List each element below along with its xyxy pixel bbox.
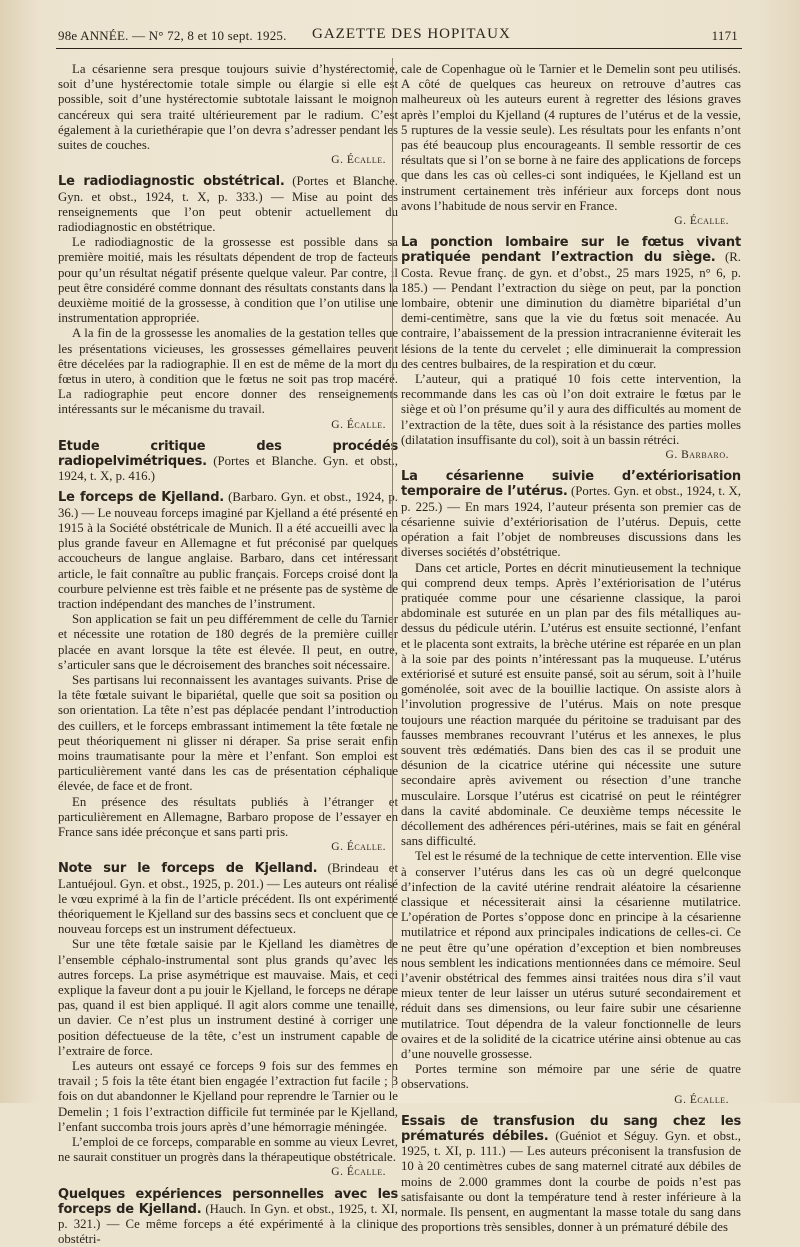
intro-article bbox=[58, 62, 398, 168]
article-forceps-kjelland bbox=[58, 490, 398, 855]
article-title: Essais de transfusion du sang chez les prématurés débiles. bbox=[401, 1113, 741, 1145]
article-signature: G. Écalle. bbox=[674, 1093, 729, 1106]
continuation-article bbox=[401, 62, 741, 229]
article-paragraph: Ses partisans lui reconnaissent les avantages suivants. Prise de la tête fœtale suivant le bipariétal, quelle que soit sa position ou son orientation. La tête n’est pas déplacée pendant l’introduction des cuillers, et le forceps embrassant intimement la tête fœtale ne peut théoriquement ni glisser ni déraper. Sa prise serait enfin moins traumatisante pour la mère et l’enfant. Son emploi est particulièrement vanté dans les cas de présentation céphalique élevée, de face et de front. bbox=[58, 672, 398, 794]
page-header bbox=[58, 24, 738, 46]
article-cesarienne-exteriorisation bbox=[401, 469, 741, 1108]
article-paragraph: Tel est le résumé de la technique de cette intervention. Elle vise à conserver l’utérus dans les cas où un degré quelconque d’infection de la cavité utérine rendrait aléatoire la césarienne classique et nécessiterait ainsi la césarienne mutilatrice. L’opération de Portes s’oppose donc en principe à la césarienne mutilatrice et répond aux principales indications de celles-ci. Ce ne peut être qu’une opération d’exception et bien nombreuses nous semblent les indications mentionnées dans ce mémoire. Seul l’avenir obstétrical des femmes ainsi traitées nous dira s’il vaut mieux tenter de leur laisser un utérus suturé secondairement et réduit dans ses dimensions, ou leur faire subir une césarienne mutilatrice. Tout dépendra de la valeur fonctionnelle de leurs ovaires et de la solidité de la cicatrice utérine ainsi obtenue au cas d’une nouvelle grossesse. bbox=[401, 849, 741, 1061]
article-title: Quelques expériences personnelles avec les forceps de Kjelland. bbox=[58, 1186, 398, 1217]
article-paragraph: L’auteur, qui a pratiqué 10 fois cette intervention, la recommande dans les cas où l’on doit extraire le fœtus par le siège et où l’on présume qu’il y aura des difficultés au moment de l’extraction de la tête, dues soit à la résistance des parties molles (dilatation insuffisante du col), soit à un bassin rétréci. bbox=[401, 372, 741, 447]
article-radiopelvimetrie bbox=[58, 439, 398, 485]
continuation-signature: G. Écalle. bbox=[674, 215, 729, 228]
article-reference: (Portes. Gyn. et obst., 1924, t. X, p. 225.) — En mars 1924, l’auteur présenta son premier cas de césarienne suivie d’extériorisation de l’utérus. Depuis, cette opération a fait l’objet de nombreuses discussions dans les diverses sociétés d’obstétrique. bbox=[401, 484, 741, 560]
article-signature: G. Barbaro. bbox=[665, 449, 729, 462]
article-reference: (Guéniot et Séguy. Gyn. et obst., 1925, t. XI, p. 111.) — Les auteurs préconisent la transfusion de 10 à 20 centimètres cubes de sang maternel citraté aux débiles de moins de 2.000 grammes dont la courbe de poids n’est pas satisfaisante ou dont la température tend à rester inférieure à la normale. Ils pensent, en augmentant la masse totale du sang dans des proportions très sensibles, donner à un prématuré débile des bbox=[401, 1129, 741, 1235]
article-paragraph: Les auteurs ont essayé ce forceps 9 fois sur des femmes en travail ; 5 fois la tête étant bien engagée l’extraction fut facile ; 3 fois on dut abandonner le Kjelland pour reprendre le Tarnier ou le Demelin ; 1 fois l’extraction difficile fut terminée par le Kjelland, l’enfant succomba trois jours après d’une hémorragie méningée. bbox=[58, 1059, 398, 1134]
article-reference: (Barbaro. Gyn. et obst., 1924, p. 36.) — Le nouveau forceps imaginé par Kjelland a été présenté en 1915 à la Société obstétricale de Munich. Il a été accueilli avec la plus grande faveur en Allemagne et fut préconisé par quelques accoucheurs de langue anglaise. Barbaro, dans cet intéressant article, le fait connaître au public français. Forceps croisé dont la courbure pelvienne est très faible et ne présente pas de système de traction indépendant des manches de l’instrument. bbox=[58, 490, 399, 611]
intro-signature: G. Écalle. bbox=[331, 154, 386, 167]
right-column bbox=[401, 58, 741, 1235]
article-experiences-kjelland bbox=[58, 1187, 398, 1247]
article-paragraph: A la fin de la grossesse les anomalies de la gestation telles que les présentations vicieuses, les grossesses gémellaires peuvent être décelées par la radiographie. Il en est de même de la mort du fœtus in utero, à condition que le fœtus ne soit pas trop macéré. La radiographie peut encore donner des renseignements intéressants sur le mécanisme du travail. bbox=[58, 326, 398, 417]
article-title: Note sur le forceps de Kjelland. bbox=[58, 861, 318, 877]
article-reference: (R. Costa. Revue franç. de gyn. et d’obst., 25 mars 1925, n° 6, p. 185.) — Pendant l’extraction du siège on peut, par la ponction lombaire, obtenir une diminution du diamètre bipariétal d’un demi-centimètre, sans que la vie du fœtus soit menacée. Au contraire, l’abaissement de la pression intracranienne éviterait les lésions de la tente du cervelet ; elle diminuerait la compression des centres bulbaires, de la respiration et du cœur. bbox=[401, 250, 741, 371]
header-rule bbox=[56, 48, 742, 49]
article-paragraph: Le radiodiagnostic de la grossesse est possible dans sa première moitié, mais les résultats dépendent de trop de facteurs pour qu’un résultat négatif présente quelque valeur. Par contre, il peut être considéré comme donnant des résultats constants dans la deuxième moitié de la grossesse, à condition que l’on utilise une instrumentation appropriée. bbox=[58, 235, 398, 326]
article-paragraph: Portes termine son mémoire par une série de quatre observations. bbox=[401, 1062, 741, 1092]
article-title: Le radiodiagnostic obstétrical. bbox=[58, 174, 285, 190]
article-reference: (Portes et Blanche. Gyn. et obst., 1924, t. X, p. 333.) — Mise au point des renseignements que l’on peut obtenir actuellement du radiodiagnostic en obstétrique. bbox=[58, 174, 398, 235]
article-signature: G. Écalle. bbox=[331, 1166, 386, 1179]
article-signature: G. Écalle. bbox=[331, 841, 386, 854]
article-title: La ponction lombaire sur le fœtus vivant pratiquée pendant l’extraction du siège. bbox=[401, 235, 741, 266]
article-radiodiagnostic bbox=[58, 174, 398, 432]
issue-info: 98e ANNÉE. — N° 72, 8 et 10 sept. 1925. bbox=[58, 28, 287, 43]
article-paragraph: L’emploi de ce forceps, comparable en somme au vieux Levret, ne saurait constituer un progrès dans la thérapeutique obstétricale. bbox=[58, 1135, 398, 1165]
article-paragraph: En présence des résultats publiés à l’étranger et particulièrement en Allemagne, Barbaro propose de l’essayer en France sans idée préconçue et sans parti pris. bbox=[58, 794, 398, 839]
article-paragraph: Son application se fait un peu différemment de celle du Tarnier et nécessite une rotation de 180 degrés de la première cuiller placée en avant lorsque la tête est élevée. Il peut, en outre, s’articuler sans que le décroisement des branches soit nécessaire. bbox=[58, 612, 398, 672]
article-paragraph: Sur une tête fœtale saisie par le Kjelland les diamètres de l’ensemble céphalo-instrumental sont plus grands qu’avec les autres forceps. La prise asymétrique est mauvaise. Mais, et ceci explique la faveur dont a pu jouir le Kjelland, le forceps ne dérape pas, quand il est bien appliqué. Il agit alors comme une tenaille, un davier. Ce n’est plus un instrument destiné à corriger une position défectueuse de la tête, c’est un instrument capable de l’extraire de force. bbox=[58, 937, 398, 1058]
intro-paragraph: La césarienne sera presque toujours suivie d’hystérectomie, soit d’une hystérectomie totale simple ou élargie si elle est possible, soit d’une hystérectomie subtotale laissant le moignon cancéreux qui sera traité ultérieurement par le radium. C’est également à la curiethérapie que l’on devra s’adresser pendant les suites de couches. bbox=[58, 62, 398, 153]
journal-title: GAZETTE DES HOPITAUX bbox=[312, 26, 511, 42]
article-reference: (Portes et Blanche. Gyn. et obst., 1924, t. X, p. 416.) bbox=[58, 454, 398, 484]
article-paragraph: Dans cet article, Portes en décrit minutieusement la technique qui comprend deux temps. Après l’extériorisation de l’utérus pratiquée comme pour une césarienne classique, la paroi abdominale est suturée en un plan par des fils métalliques au-dessus du pédicule utérin. L’utérus est ensuite sectionné, l’enfant et le placenta sont extraits, la brèche utérine est réparée en un plan à la soie par des points n’intéressant pas la muqueuse. L’utérus extériorisé et suturé est ensuite pansé, soit au sérum, soit à l’huile goménolée, soit avec de la bouillie lactique. On assiste alors à l’involution progressive de l’utérus. Mais on note presque toujours une réaction marquée du péritoine se traduisant par des fausses membranes recouvrant l’utérus et les annexes, le plus souvent très œdématiés. Dans bien des cas il se produit une désunion de la cicatrice utérine qui nécessite une suture secondaire après avivement ou résection d’une tranche musculaire. Lorsque l’utérus est cicatrisé on peut le réintégrer dans la cavité abdominale. Ce deuxième temps nécessite le décollement des adhérences péri-utérines, mais se fait en général sans difficulté. bbox=[401, 560, 741, 849]
article-signature: G. Écalle. bbox=[331, 418, 386, 431]
article-reference: (Hauch. In Gyn. et obst., 1925, t. XI, p. 321.) — Ce même forceps a été expérimenté à la clinique obstétri- bbox=[58, 1201, 398, 1247]
article-title: Etude critique des procédés radiopelvimétriques. bbox=[58, 438, 398, 470]
left-column bbox=[58, 58, 399, 1247]
page-number: 1171 bbox=[711, 28, 738, 43]
column-divider bbox=[392, 58, 393, 1088]
article-title: La césarienne suivie d’extériorisation temporaire de l’utérus. bbox=[401, 469, 741, 500]
article-transfusion bbox=[401, 1114, 741, 1236]
article-note-forceps bbox=[58, 861, 398, 1180]
article-title: Le forceps de Kjelland. bbox=[58, 490, 225, 506]
continuation-paragraph: cale de Copenhague où le Tarnier et le Demelin sont peu utilisés. A côté de quelques cas heureux on retrouve d’autres cas malheureux où les auteurs eurent à regretter des lésions graves après l’emploi du Kjelland (4 ruptures de l’utérus et de la vessie, 5 ruptures de la vessie seule). Les résultats pour les enfants n’ont pas été beaucoup plus encourageants. Il semble ressortir de ces résultats que si l’on se borne à ne faire des applications de forceps que dans les cas où celles-ci sont indiquées, le Kjelland est un instrument certainement très inférieur aux forceps dont nous avons l’habitude de nous servir en France. bbox=[401, 62, 741, 213]
article-reference: (Brindeau et Lantuéjoul. Gyn. et obst., 1925, p. 201.) — Les auteurs ont réalisé le vœu exprimé à la fin de l’article précédent. Ils ont expérimenté théoriquement le Kjelland sur des bassins secs et concluent que ce nouveau forceps est un instrument défectueux. bbox=[58, 861, 399, 937]
article-ponction-lombaire bbox=[401, 235, 741, 463]
